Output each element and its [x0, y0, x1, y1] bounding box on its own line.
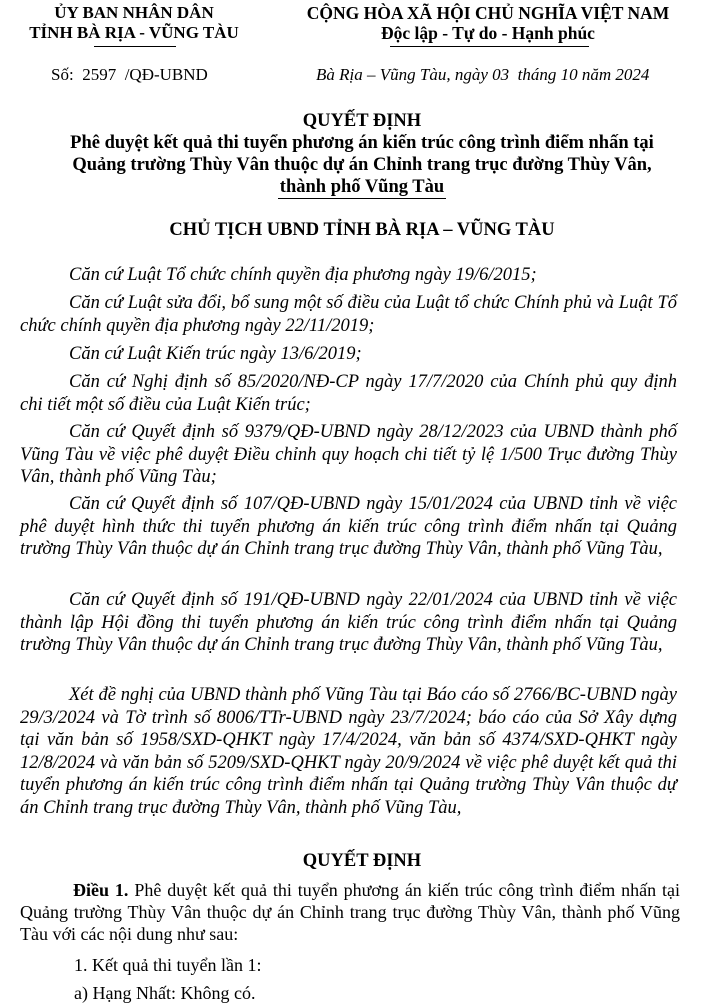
- subject-line-3: thành phố Vũng Tàu: [279, 177, 445, 197]
- decision-heading: QUYẾT ĐỊNH: [302, 851, 422, 871]
- article-1: [20, 879, 680, 945]
- nation-line-1: CỘNG HÒA XÃ HỘI CHỦ NGHĨA VIỆT NAM: [306, 3, 670, 23]
- agency-line-2: TỈNH BÀ RỊA - VŨNG TÀU: [29, 23, 239, 42]
- preamble-paragraph: Căn cứ Luật sửa đổi, bổ sung một số điều của Luật tổ chức Chính phủ và Luật Tổ chức chính quyền địa phương ngày 22/11/2019;: [20, 293, 677, 336]
- title-underline: [278, 198, 446, 199]
- motto-underline: [390, 46, 589, 47]
- article-1-item-1a: a) Hạng Nhất: Không có.: [74, 983, 256, 1003]
- article-1-text: Phê duyệt kết quả thi tuyển phương án kiến trúc công trình điểm nhấn tại Quảng trường Thùy Vân thuộc dự án Chỉnh trang trục đường Thùy Vân, thành phố Vũng Tàu với các nội dung như sau:: [20, 880, 681, 944]
- number-suffix: /QĐ-UBND: [124, 65, 208, 84]
- subject-line-1: Phê duyệt kết quả thi tuyển phương án kiến trúc công trình điểm nhấn tại: [70, 133, 654, 153]
- preamble-paragraph: Xét đề nghị của UBND thành phố Vũng Tàu tại Báo cáo số 2766/BC-UBND ngày 29/3/2024 và Tờ trình số 8006/TTr-UBND ngày 23/7/2024; báo cáo của Sở Xây dựng tại văn bản số 1958/SXD-QHKT ngày 17/4/2024, văn bản số 4374/SXD-QHKT ngày 12/8/2024 và văn bản số 5209/SXD-QHKT ngày 20/9/2024 về việc phê duyệt kết quả thi tuyển phương án kiến trúc công trình điểm nhấn tại Quảng trường Thùy Vân thuộc dự án Chỉnh trang trục đường Thùy Vân, thành phố Vũng Tàu,: [20, 685, 677, 818]
- preamble-paragraph: Căn cứ Quyết định số 191/QĐ-UBND ngày 22/01/2024 của UBND tỉnh về việc thành lập Hội đồng thi tuyển phương án kiến trúc công trình điểm nhấn tại Quảng trường Thùy Vân thuộc dự án Chỉnh trang trục đường Thùy Vân, thành phố Vũng Tàu,: [20, 590, 677, 655]
- article-1-item-1: 1. Kết quả thi tuyển lần 1:: [74, 955, 262, 975]
- place-date: Bà Rịa – Vũng Tàu, ngày 03 tháng 10 năm 2024: [316, 65, 650, 84]
- agency-name: [18, 3, 250, 43]
- number-prefix: Số:: [51, 65, 74, 84]
- issuing-authority: CHỦ TỊCH UBND TỈNH BÀ RỊA – VŨNG TÀU: [169, 220, 555, 240]
- preamble-paragraph: Căn cứ Luật Tổ chức chính quyền địa phương ngày 19/6/2015;: [69, 265, 537, 285]
- number-value: 2597: [82, 65, 117, 84]
- subject-line-2: Quảng trường Thùy Vân thuộc dự án Chỉnh trang trục đường Thùy Vân,: [72, 155, 652, 175]
- preamble-paragraph: Căn cứ Quyết định số 107/QĐ-UBND ngày 15/01/2024 của UBND tỉnh về việc phê duyệt hình thức thi tuyển phương án kiến trúc công trình điểm nhấn tại Quảng trường Thùy Vân thuộc dự án Chỉnh trang trục đường Thùy Vân, thành phố Vũng Tàu,: [20, 494, 677, 559]
- preamble-paragraph: Căn cứ Luật Kiến trúc ngày 13/6/2019;: [69, 344, 362, 364]
- document-number: [51, 65, 208, 85]
- national-motto: [278, 3, 698, 43]
- preamble-paragraph: Căn cứ Quyết định số 9379/QĐ-UBND ngày 28/12/2023 của UBND thành phố Vũng Tàu về việc phê duyệt Điều chỉnh quy hoạch chi tiết tỷ lệ 1/500 Trục đường Thùy Vân, thành phố Vũng Tàu;: [20, 422, 677, 487]
- title-heading: QUYẾT ĐỊNH: [302, 111, 422, 131]
- preamble-paragraph: Căn cứ Nghị định số 85/2020/NĐ-CP ngày 17/7/2020 của Chính phủ quy định chi tiết một số điều của Luật Kiến trúc;: [20, 372, 677, 415]
- agency-underline: [94, 46, 176, 47]
- nation-line-2: Độc lập - Tự do - Hạnh phúc: [381, 23, 595, 43]
- article-1-label: Điều 1.: [73, 880, 129, 900]
- agency-line-1: ỦY BAN NHÂN DÂN: [54, 3, 214, 22]
- document-title: [0, 110, 724, 198]
